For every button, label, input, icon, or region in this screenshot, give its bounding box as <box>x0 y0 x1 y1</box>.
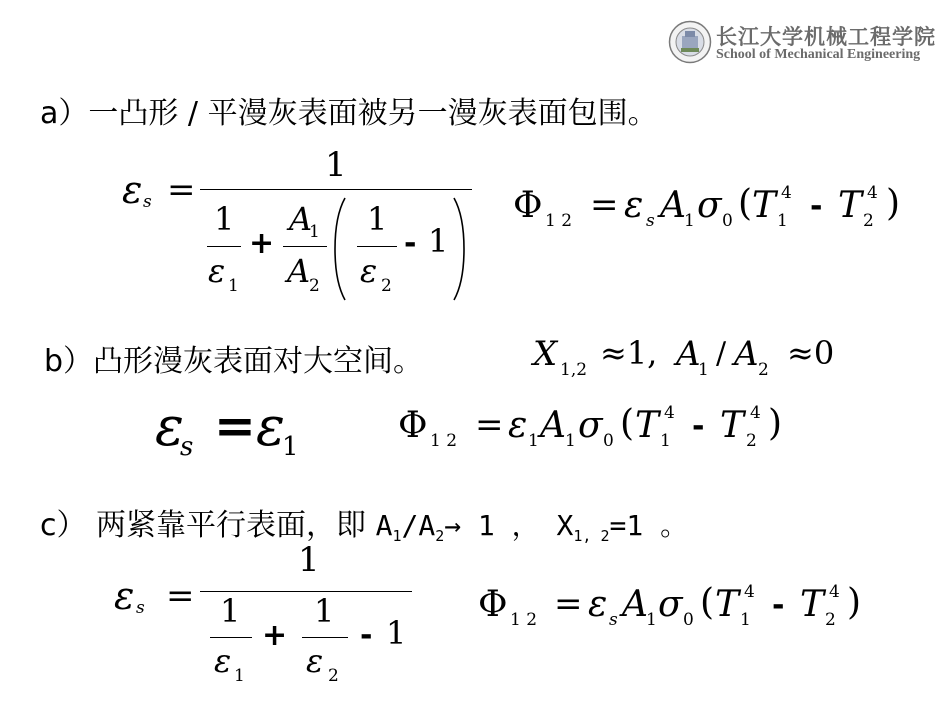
temp1-sub: 1 <box>740 610 751 630</box>
view-factor-symbol: X <box>533 334 558 374</box>
temp2-sub: 2 <box>825 610 836 630</box>
eps-sub: 1 <box>528 431 539 451</box>
area-ratio-den: A <box>287 252 311 290</box>
frac1-bar <box>210 637 252 638</box>
phi-symbol: Φ <box>398 405 428 446</box>
temp2-symbol: T <box>800 584 825 625</box>
equals-sign: = <box>475 405 504 445</box>
area-ratio-num: A <box>289 200 313 238</box>
area-sub: 1 <box>684 211 695 231</box>
frac1-bar <box>207 246 241 247</box>
eps-symbol: ε <box>508 405 528 446</box>
temp1-power: 4 <box>744 582 755 602</box>
frac1-den-sub: 1 <box>234 666 245 686</box>
sigma-symbol: σ <box>578 405 603 446</box>
eps-s-symbol: ε <box>155 395 184 458</box>
frac2-num: 1 <box>314 592 335 630</box>
phi-sub: 1 2 <box>545 211 573 231</box>
eps1-sub: 1 <box>282 432 299 462</box>
temp1-power: 4 <box>664 403 675 423</box>
case-c-text: c） 两紧靠平行表面，即 <box>40 508 376 543</box>
minus-one: 1 <box>386 614 407 652</box>
minus-sign: - <box>404 226 417 261</box>
area1-sub: 1 <box>698 360 709 380</box>
temp2-power: 4 <box>750 403 761 423</box>
temp2-symbol: T <box>838 185 863 226</box>
sigma-sub: 0 <box>683 610 694 630</box>
eps-s-symbol: ε <box>122 168 143 212</box>
sigma-symbol: σ <box>697 185 722 226</box>
frac2-num: 1 <box>367 200 388 238</box>
main-fraction-bar <box>200 189 472 190</box>
minus-sign: - <box>810 189 823 224</box>
equals-sign: = <box>166 576 195 616</box>
frac2-den-sub: 2 <box>328 666 339 686</box>
eps1-symbol: ε <box>256 395 285 458</box>
right-paren: ) <box>768 403 783 444</box>
approx-zero: ≈0 <box>787 334 835 372</box>
phi-sub: 1 2 <box>430 431 458 451</box>
right-paren: ) <box>886 183 901 224</box>
case-c-ratio-sub1: 1 <box>392 527 402 545</box>
eps-sub: s <box>646 211 655 231</box>
eps-sub: s <box>609 610 618 630</box>
frac1-num: 1 <box>214 200 235 238</box>
left-paren: ( <box>738 183 753 224</box>
case-c-ratio-a2: /A <box>401 509 436 542</box>
case-c-x-sub: 1, 2 <box>573 527 610 545</box>
case-c-ratio-sub2: 2 <box>435 527 445 545</box>
phi-symbol: Φ <box>513 185 543 226</box>
case-c-arrow: → 1 ， X <box>444 509 574 542</box>
frac1-den-eps: ε <box>214 642 232 680</box>
temp2-power: 4 <box>829 582 840 602</box>
minus-one: 1 <box>428 222 449 260</box>
temp1-power: 4 <box>781 183 792 203</box>
eps-s-symbol: ε <box>114 574 135 618</box>
area-symbol: A <box>660 185 686 226</box>
area-symbol: A <box>622 584 648 625</box>
area-sub: 1 <box>646 610 657 630</box>
area-ratio-den-sub: 2 <box>309 276 320 296</box>
equals-sign: = <box>554 584 583 624</box>
case-b-heading: b）凸形漫灰表面对大空间。 <box>44 344 424 379</box>
temp2-power: 4 <box>867 183 878 203</box>
eps-symbol: ε <box>624 185 644 226</box>
frac2-bar <box>357 246 397 247</box>
equals-sign: = <box>167 170 196 210</box>
slash: / <box>716 336 727 371</box>
eps-s-subscript: s <box>136 598 145 618</box>
plus-sign: + <box>262 618 288 653</box>
university-logo <box>668 20 712 64</box>
sigma-sub: 0 <box>603 431 614 451</box>
frac2-den-eps: ε <box>360 252 378 290</box>
area2-symbol: A <box>734 334 759 374</box>
case-a-heading: a）一凸形 / 平漫灰表面被另一漫灰表面包围。 <box>40 96 658 131</box>
school-name-en: School of Mechanical Engineering <box>716 47 921 62</box>
frac2-den-sub: 2 <box>381 276 392 296</box>
area2-sub: 2 <box>758 360 769 380</box>
area-ratio-num-sub: 1 <box>309 222 320 242</box>
left-paren: ( <box>620 403 635 444</box>
temp2-sub: 2 <box>746 431 757 451</box>
area-sub: 1 <box>565 431 576 451</box>
phi-sub: 1 2 <box>510 610 538 630</box>
view-factor-sub: 1,2 <box>560 360 588 380</box>
approx-one: ≈1, <box>600 334 658 372</box>
frac1-num: 1 <box>220 592 241 630</box>
minus-sign: - <box>360 618 373 653</box>
equals-sign: = <box>590 185 619 225</box>
area1-symbol: A <box>676 334 701 374</box>
temp1-sub: 1 <box>660 431 671 451</box>
sigma-symbol: σ <box>658 584 683 625</box>
case-c-heading <box>40 500 688 545</box>
frac2-bar <box>302 637 348 638</box>
temp1-symbol: T <box>752 185 777 226</box>
area-ratio-bar <box>283 246 327 247</box>
numerator-one: 1 <box>298 540 320 580</box>
left-big-paren <box>333 196 347 302</box>
case-c-eq: =1 。 <box>609 509 689 542</box>
sigma-sub: 0 <box>722 211 733 231</box>
temp1-symbol: T <box>715 584 740 625</box>
phi-symbol: Φ <box>478 584 508 625</box>
temp1-sub: 1 <box>777 211 788 231</box>
school-name-cn: 长江大学机械工程学院 <box>716 24 936 49</box>
case-c-ratio-a1: A <box>375 509 393 542</box>
numerator-one: 1 <box>325 145 347 185</box>
temp2-sub: 2 <box>863 211 874 231</box>
area-symbol: A <box>540 405 566 446</box>
temp2-symbol: T <box>720 405 745 446</box>
frac1-den-sub: 1 <box>228 276 239 296</box>
temp1-symbol: T <box>635 405 660 446</box>
frac2-den-eps: ε <box>306 642 324 680</box>
eps-s-subscript: s <box>143 192 152 212</box>
left-paren: ( <box>700 582 715 623</box>
eps-symbol: ε <box>588 584 608 625</box>
plus-sign: + <box>249 226 275 261</box>
equals-sign: = <box>214 396 256 455</box>
minus-sign: - <box>692 409 705 444</box>
frac1-den-eps: ε <box>208 252 226 290</box>
minus-sign: - <box>772 588 785 623</box>
right-paren: ) <box>847 582 862 623</box>
right-big-paren <box>452 196 466 302</box>
eps-s-subscript: s <box>180 432 194 462</box>
